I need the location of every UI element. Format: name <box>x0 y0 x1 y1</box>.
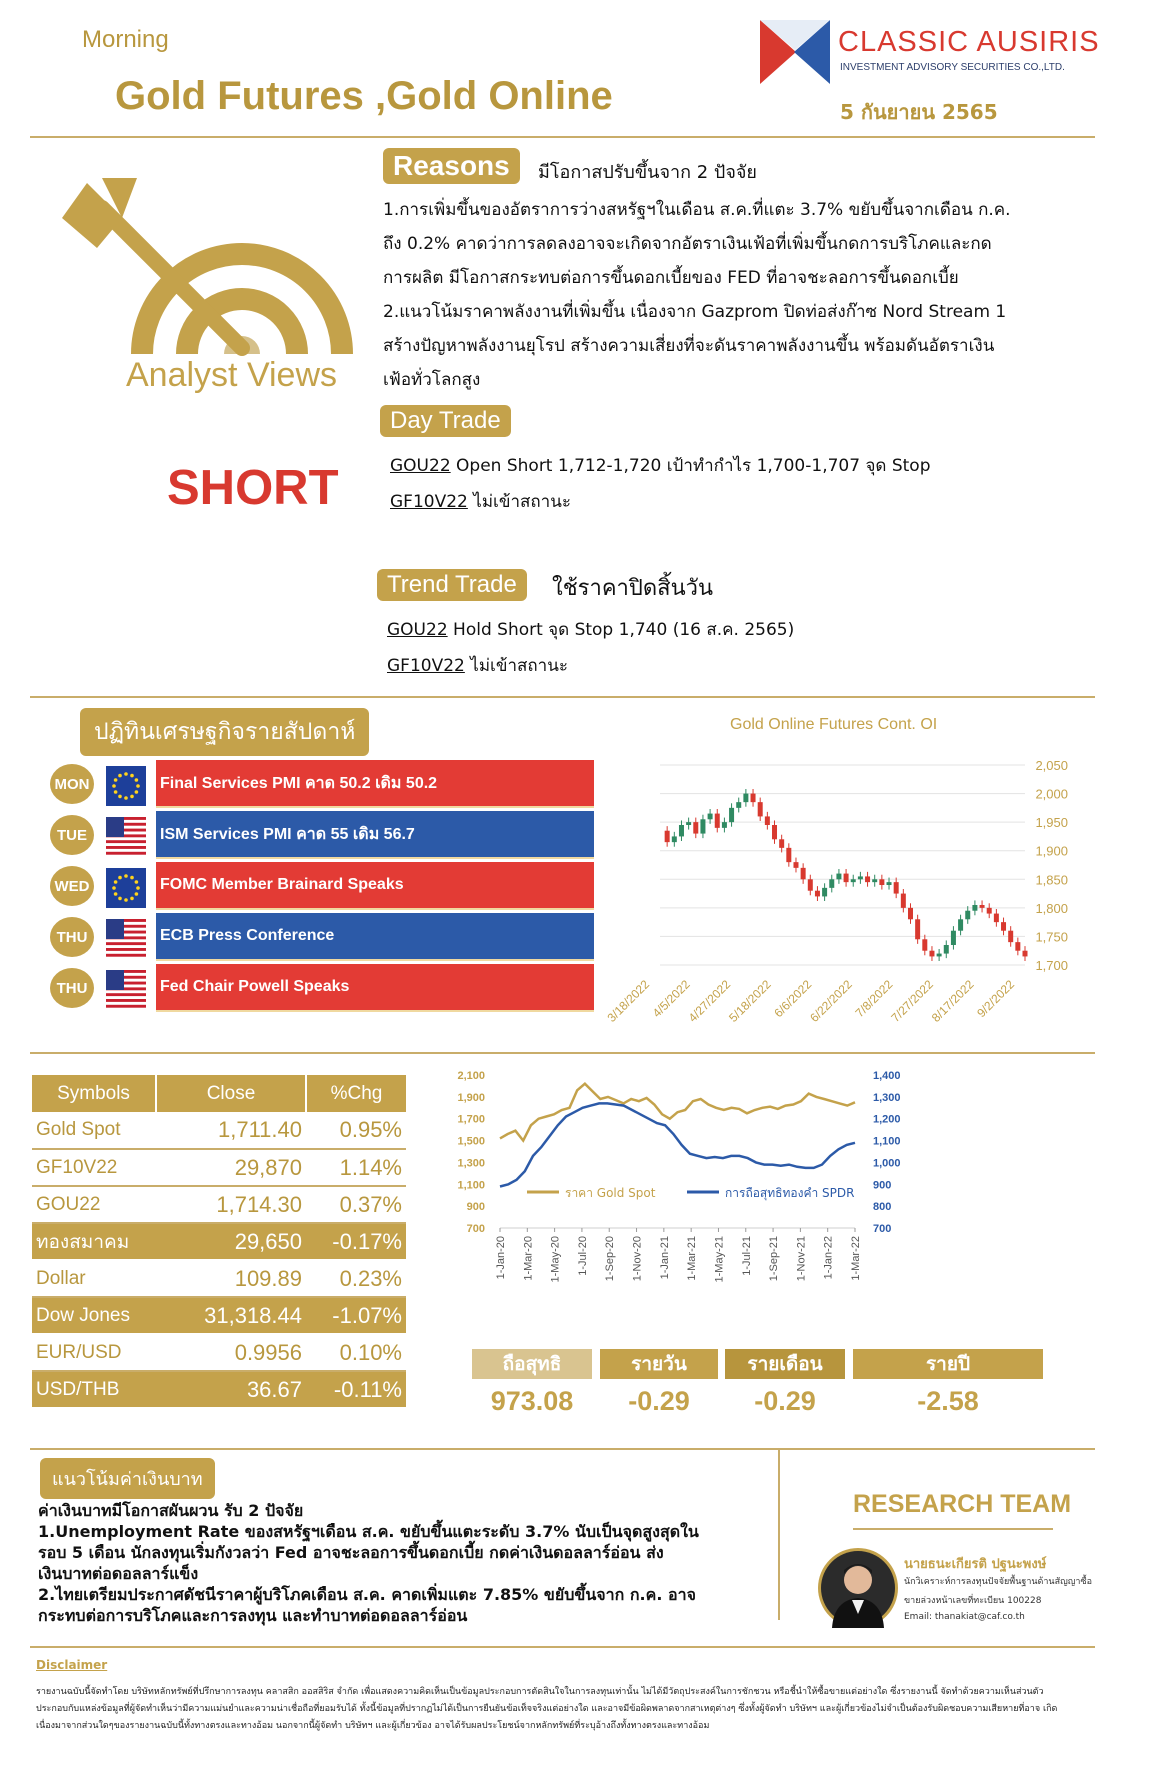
candle <box>722 822 727 828</box>
cell-close: 0.9956 <box>156 1334 306 1371</box>
candle <box>743 794 748 803</box>
y-left-tick-label: 900 <box>466 1201 485 1214</box>
day-badge: WED <box>50 866 94 906</box>
candle <box>872 879 877 882</box>
event-text: ISM Services PMI คาด 55 เดิม 56.7 <box>156 811 594 859</box>
divider <box>30 1052 1095 1054</box>
candle <box>765 816 770 825</box>
disclaimer-line: เนื่องมาจากส่วนใดๆของรายงานฉบับนี้ทั้งทางตรงและทางอ้อม นอกจากนี้ผู้จัดทำ บริษัทฯ และผู้เกี่ยวข้อง อาจได้รับผลประโยชน์จากหลักทรัพย์ที่ระบุอ้างถึงทั้งทางตรงและทางอ้อม <box>36 1721 710 1731</box>
trade-text: ไม่เข้าสถานะ <box>467 492 571 512</box>
day-badge: THU <box>50 968 94 1008</box>
series-line <box>500 1103 855 1186</box>
candle <box>901 894 906 908</box>
us-flag-icon <box>106 919 146 959</box>
day-trade-line-1 <box>390 452 931 479</box>
cell-chg: 0.23% <box>306 1260 406 1297</box>
y-right-tick-label: 1,200 <box>873 1113 901 1126</box>
col-header: %Chg <box>306 1075 406 1112</box>
x-tick-label: 1-Mar-20 <box>522 1236 535 1281</box>
x-tick-label: 1-Jan-22 <box>822 1236 835 1280</box>
reasons-line: 2.แนวโน้มราคาพลังงานที่เพิ่มขึ้น เนื่องจาก Gazprom ปิดท่อส่งก๊าซ Nord Stream 1 <box>383 302 1007 322</box>
candle <box>1015 942 1020 951</box>
trade-text: ไม่เข้าสถานะ <box>464 656 568 676</box>
y-left-tick-label: 2,100 <box>457 1070 485 1082</box>
cell-close: 109.89 <box>156 1260 306 1297</box>
eu-flag-icon <box>106 868 146 908</box>
candle <box>665 831 670 842</box>
y-left-tick-label: 1,300 <box>457 1157 485 1170</box>
candle <box>1001 922 1006 931</box>
y-left-tick-label: 1,700 <box>457 1113 485 1126</box>
symbol-link[interactable]: GOU22 <box>387 620 448 640</box>
baht-line: รอบ 5 เดือน นักลงทุนเริ่มกังวลว่า Fed อาจชะลอการขึ้นดอกเบี้ย กดค่าเงินดอลลาร์อ่อน ส่ง <box>38 1543 664 1562</box>
calendar-event <box>50 760 595 808</box>
trend-trade-note: ใช้ราคาปิดสิ้นวัน <box>552 576 714 601</box>
reasons-line: เฟ้อทั่วโลกสูง <box>383 370 481 390</box>
candle <box>879 879 884 885</box>
calendar-event <box>50 964 595 1012</box>
calendar-event <box>50 862 595 910</box>
x-tick-label: 5/18/2022 <box>726 977 774 1025</box>
brand-name: CLASSIC AUSIRIS <box>838 26 1100 58</box>
cell-chg: 0.95% <box>306 1112 406 1149</box>
x-tick-label: 1-Sep-20 <box>604 1236 617 1282</box>
x-tick-label: 4/27/2022 <box>685 977 734 1025</box>
table-row <box>32 1149 406 1186</box>
trade-text: Hold Short จุด Stop 1,740 (16 ส.ค. 2565) <box>447 620 795 640</box>
candle <box>965 911 970 920</box>
x-tick-label: 1-Jul-20 <box>576 1236 589 1276</box>
y-right-tick-label: 800 <box>873 1201 892 1214</box>
candle <box>844 874 849 883</box>
divider <box>30 1646 1095 1648</box>
cell-symbol: EUR/USD <box>32 1334 156 1371</box>
signal-label: SHORT <box>167 461 339 515</box>
reasons-tag: Reasons <box>383 148 520 184</box>
cell-close: 1,714.30 <box>156 1186 306 1223</box>
analyst-name: นายธนะเกียรติ ปฐนะพงษ์ <box>904 1557 1047 1572</box>
x-tick-label: 1-May-21 <box>713 1236 726 1283</box>
x-tick-label: 4/5/2022 <box>649 977 693 1021</box>
baht-line: 1.Unemployment Rate ของสหรัฐฯเดือน ส.ค. ขยับขึ้นแตะระดับ 3.7% นับเป็นจุดสูงสุดใน <box>38 1522 699 1541</box>
y-tick-label: 1,750 <box>1035 929 1068 945</box>
candle <box>980 905 985 908</box>
reasons-line: สร้างปัญหาพลังงานยุโรป สร้างความเสี่ยงที่จะดันราคาพลังงานขึ้น พร้อมดันอัตราเงิน <box>383 336 995 356</box>
candle <box>801 868 806 879</box>
y-tick-label: 1,900 <box>1035 843 1068 859</box>
person-icon <box>818 1548 898 1628</box>
candle <box>987 908 992 914</box>
baht-line: ค่าเงินบาทมีโอกาสผันผวน รับ 2 ปัจจัย <box>38 1501 304 1520</box>
cell-chg: -1.07% <box>306 1297 406 1334</box>
candle <box>958 919 963 930</box>
y-tick-label: 1,950 <box>1035 815 1068 831</box>
gold-spot-spdr-chart <box>455 1060 1035 1340</box>
x-tick-label: 1-Jan-20 <box>495 1236 507 1280</box>
candle <box>851 879 856 882</box>
analyst-views-label: Analyst Views <box>126 356 338 394</box>
stat-value: -0.29 <box>754 1385 816 1416</box>
reasons-body <box>383 193 1011 397</box>
candle <box>972 905 977 911</box>
cell-symbol: GF10V22 <box>32 1149 156 1186</box>
baht-body <box>38 1500 699 1626</box>
gold-futures-oi-chart <box>604 740 1080 1030</box>
research-title: RESEARCH TEAM <box>853 1490 1072 1518</box>
candle <box>700 819 705 833</box>
candle <box>937 954 942 957</box>
vertical-divider <box>778 1450 780 1620</box>
cell-symbol: Gold Spot <box>32 1112 156 1149</box>
table-row <box>32 1371 406 1408</box>
candle <box>693 822 698 833</box>
y-right-tick-label: 900 <box>873 1179 892 1192</box>
trend-trade-line-1 <box>387 616 794 643</box>
analyst-email: Email: thanakiat@caf.co.th <box>904 1612 1025 1622</box>
day-badge: MON <box>50 764 94 804</box>
col-header: Symbols <box>32 1075 156 1112</box>
x-tick-label: 3/18/2022 <box>604 977 653 1025</box>
company-logo <box>760 20 830 84</box>
x-tick-label: 6/6/2022 <box>771 977 815 1021</box>
calendar-event <box>50 913 595 961</box>
divider <box>30 696 1095 698</box>
candle <box>836 874 841 880</box>
cell-close: 29,650 <box>156 1223 306 1260</box>
symbol-link[interactable]: GF10V22 <box>390 492 468 512</box>
symbol-link[interactable]: GOU22 <box>390 456 451 476</box>
event-text: ECB Press Conference <box>156 913 594 961</box>
quotes-table <box>32 1075 406 1409</box>
cell-symbol: GOU22 <box>32 1186 156 1223</box>
candle <box>715 814 720 828</box>
page-title: Gold Futures ,Gold Online <box>115 74 613 118</box>
y-right-tick-label: 1,400 <box>873 1070 901 1082</box>
event-text: Fed Chair Powell Speaks <box>156 964 594 1012</box>
trade-text: Open Short 1,712-1,720 เป้าทำกำไร 1,700-1,707 จุด Stop <box>450 456 931 476</box>
candle <box>736 802 741 808</box>
stat-header: รายปี <box>853 1349 1043 1379</box>
col-header: Close <box>156 1075 306 1112</box>
candle <box>908 908 913 919</box>
calendar-event <box>50 811 595 859</box>
cell-close: 1,711.40 <box>156 1112 306 1149</box>
disclaimer-line: รายงานฉบับนี้จัดทำโดย บริษัทหลักทรัพย์ที่ปรึกษาการลงทุน คลาสสิก ออสสิริส จำกัด เพื่อแสดงความคิดเห็นเป็นข้อมูลประกอบการตัดสินใจในการลงทุนเท่านั้น ไม่ได้มีวัตถุประสงค์ในการชักชวน หรือชี้นำให้ซื้อขายแต่อย่างใด ซึ่งรายงานนี้ จัดทำด้วยความเห็นส่วนตัว <box>36 1687 1044 1697</box>
stat-header: รายเดือน <box>725 1349 845 1379</box>
y-right-tick-label: 1,000 <box>873 1157 901 1170</box>
x-tick-label: 1-Mar-22 <box>850 1236 862 1281</box>
x-tick-label: 1-Jul-21 <box>740 1236 753 1276</box>
cell-close: 29,870 <box>156 1149 306 1186</box>
x-tick-label: 9/2/2022 <box>974 977 1018 1021</box>
symbol-link[interactable]: GF10V22 <box>387 656 465 676</box>
baht-tag: แนวโน้มค่าเงินบาท <box>40 1458 215 1499</box>
candle <box>758 802 763 816</box>
y-right-tick-label: 1,100 <box>873 1135 901 1148</box>
disclaimer-body <box>36 1684 1116 1735</box>
stat-value: 973.08 <box>490 1385 574 1416</box>
table-row <box>32 1260 406 1297</box>
candle <box>1023 951 1028 957</box>
us-flag-icon <box>106 970 146 1010</box>
candle <box>951 931 956 945</box>
candle <box>815 891 820 897</box>
x-tick-label: 1-Nov-21 <box>795 1236 808 1282</box>
candle <box>751 794 756 803</box>
day-badge: TUE <box>50 815 94 855</box>
candle <box>915 919 920 939</box>
candle <box>786 848 791 862</box>
candle <box>944 945 949 954</box>
y-left-tick-label: 1,100 <box>457 1179 485 1192</box>
cell-chg: 0.10% <box>306 1334 406 1371</box>
candle <box>686 822 691 825</box>
candle <box>679 825 684 836</box>
x-tick-label: 1-Mar-21 <box>686 1236 699 1281</box>
y-left-tick-label: 1,900 <box>457 1091 485 1104</box>
y-right-tick-label: 700 <box>873 1223 892 1235</box>
calendar-title: ปฏิทินเศรษฐกิจรายสัปดาห์ <box>80 708 369 756</box>
y-tick-label: 1,800 <box>1035 900 1068 916</box>
x-tick-label: 6/22/2022 <box>807 977 855 1025</box>
day-badge: THU <box>50 917 94 957</box>
table-row <box>32 1297 406 1334</box>
chart-title: Gold Online Futures Cont. OI <box>730 716 938 733</box>
candle <box>779 839 784 848</box>
cell-close: 36.67 <box>156 1371 306 1408</box>
day-trade-tag: Day Trade <box>380 405 511 437</box>
candle <box>822 888 827 897</box>
divider <box>30 1448 1095 1450</box>
y-left-tick-label: 1,500 <box>457 1135 485 1148</box>
candle <box>793 862 798 868</box>
x-tick-label: 7/8/2022 <box>852 977 896 1021</box>
legend-label: การถือสุทธิทองคำ SPDR <box>725 1186 855 1200</box>
event-text: Final Services PMI คาด 50.2 เดิม 50.2 <box>156 760 594 808</box>
us-flag-icon <box>106 817 146 857</box>
cell-chg: 1.14% <box>306 1149 406 1186</box>
candle <box>729 808 734 822</box>
analyst-reg: ขายล่วงหน้าเลขที่ทะเบียน 100228 <box>904 1596 1042 1606</box>
candle <box>865 876 870 882</box>
analyst-role: นักวิเคราะห์การลงทุนปัจจัยพื้นฐานด้านสัญญาซื้อ <box>904 1577 1092 1587</box>
y-tick-label: 2,050 <box>1035 758 1068 773</box>
y-left-tick-label: 700 <box>466 1223 485 1235</box>
candle <box>994 914 999 923</box>
report-date: 5 กันยายน 2565 <box>840 100 998 124</box>
cell-symbol: USD/THB <box>32 1371 156 1408</box>
x-tick-label: 8/17/2022 <box>928 977 977 1025</box>
table-row <box>32 1334 406 1371</box>
y-tick-label: 1,850 <box>1035 872 1068 888</box>
baht-line: 2.ไทยเตรียมประกาศดัชนีราคาผู้บริโภคเดือน ส.ค. คาดเพิ่มแตะ 7.85% ขยับขึ้นจาก ก.ค. อาจ <box>38 1585 696 1604</box>
candle <box>708 814 713 820</box>
cell-symbol: Dow Jones <box>32 1297 156 1334</box>
disclaimer-line: ประกอบกับแหล่งข้อมูลที่ผู้จัดทำเห็นว่ามีความแม่นยำและความน่าเชื่อถือที่ยอมรับได้ ทั้งนี้ข้อมูลที่ปรากฏไม่ได้เป็นการยืนยันข้อเท็จจริงแต่อย่างใด และอาจมีข้อผิดพลาดจากสาเหตุต่างๆ ซึ่งทั้งผู้จัดทำ บริษัทฯ และผู้เกี่ยวข้องไม่จำเป็นต้องรับผิดชอบความเสียหายที่อาจ เกิด <box>36 1704 1058 1714</box>
candle <box>672 836 677 842</box>
eu-flag-icon <box>106 766 146 806</box>
candle <box>887 882 892 885</box>
event-text: FOMC Member Brainard Speaks <box>156 862 594 910</box>
candle <box>858 876 863 879</box>
x-tick-label: 1-Jan-21 <box>658 1236 671 1280</box>
candle <box>922 939 927 950</box>
stat-value: -0.29 <box>628 1385 690 1416</box>
table-row <box>32 1112 406 1149</box>
cell-symbol: Dollar <box>32 1260 156 1297</box>
y-tick-label: 1,700 <box>1035 958 1068 973</box>
reasons-line: 1.การเพิ่มขึ้นของอัตราการว่างสหรัฐฯในเดือน ส.ค.ที่แตะ 3.7% ขยับขึ้นจากเดือน ก.ค. <box>383 200 1011 220</box>
reasons-line: การผลิต มีโอกาสกระทบต่อการขึ้นดอกเบี้ยของ FED ที่อาจชะลอการขึ้นดอกเบี้ย <box>383 268 959 288</box>
avatar <box>818 1548 898 1628</box>
trend-trade-tag: Trend Trade <box>377 569 527 601</box>
divider <box>30 136 1095 138</box>
logo-mark-icon <box>760 20 830 84</box>
candle <box>772 825 777 839</box>
y-tick-label: 2,000 <box>1035 786 1068 802</box>
candle <box>894 882 899 893</box>
cell-chg: -0.17% <box>306 1223 406 1260</box>
x-tick-label: 1-May-20 <box>549 1236 562 1283</box>
x-tick-label: 7/27/2022 <box>888 977 937 1025</box>
session-label: Morning <box>82 26 169 53</box>
x-tick-label: 1-Sep-21 <box>768 1236 781 1282</box>
stat-value: -2.58 <box>917 1385 979 1416</box>
cell-symbol: ทองสมาคม <box>32 1223 156 1260</box>
cell-close: 31,318.44 <box>156 1297 306 1334</box>
y-right-tick-label: 1,300 <box>873 1091 901 1104</box>
x-tick-label: 1-Nov-20 <box>631 1236 644 1282</box>
day-trade-line-2 <box>390 488 571 515</box>
table-row <box>32 1186 406 1223</box>
reasons-line: ถึง 0.2% คาดว่าการลดลงอาจจะเกิดจากอัตราเงินเฟ้อที่เพิ่มขึ้นกดการบริโภคและกด <box>383 234 992 254</box>
reasons-headline: มีโอกาสปรับขึ้นจาก 2 ปัจจัย <box>538 162 757 183</box>
trend-trade-line-2 <box>387 652 568 679</box>
legend-label: ราคา Gold Spot <box>565 1186 656 1200</box>
baht-line: เงินบาทต่อดอลลาร์แข็ง <box>38 1564 199 1583</box>
stat-header: รายวัน <box>600 1349 718 1379</box>
research-title-underline <box>853 1528 1053 1530</box>
stat-header: ถือสุทธิ <box>472 1349 592 1379</box>
cell-chg: -0.11% <box>306 1371 406 1408</box>
baht-line: กระทบต่อการบริโภคและการลงทุน และทำบาทต่อดอลลาร์อ่อน <box>38 1606 468 1625</box>
candle <box>808 879 813 890</box>
disclaimer-title: Disclaimer <box>36 1658 108 1672</box>
candle <box>929 951 934 957</box>
cell-chg: 0.37% <box>306 1186 406 1223</box>
company-name: INVESTMENT ADVISORY SECURITIES CO.,LTD. <box>840 62 1065 73</box>
target-icon <box>62 178 352 358</box>
table-row <box>32 1223 406 1260</box>
candle <box>1008 931 1013 942</box>
candle <box>829 879 834 888</box>
